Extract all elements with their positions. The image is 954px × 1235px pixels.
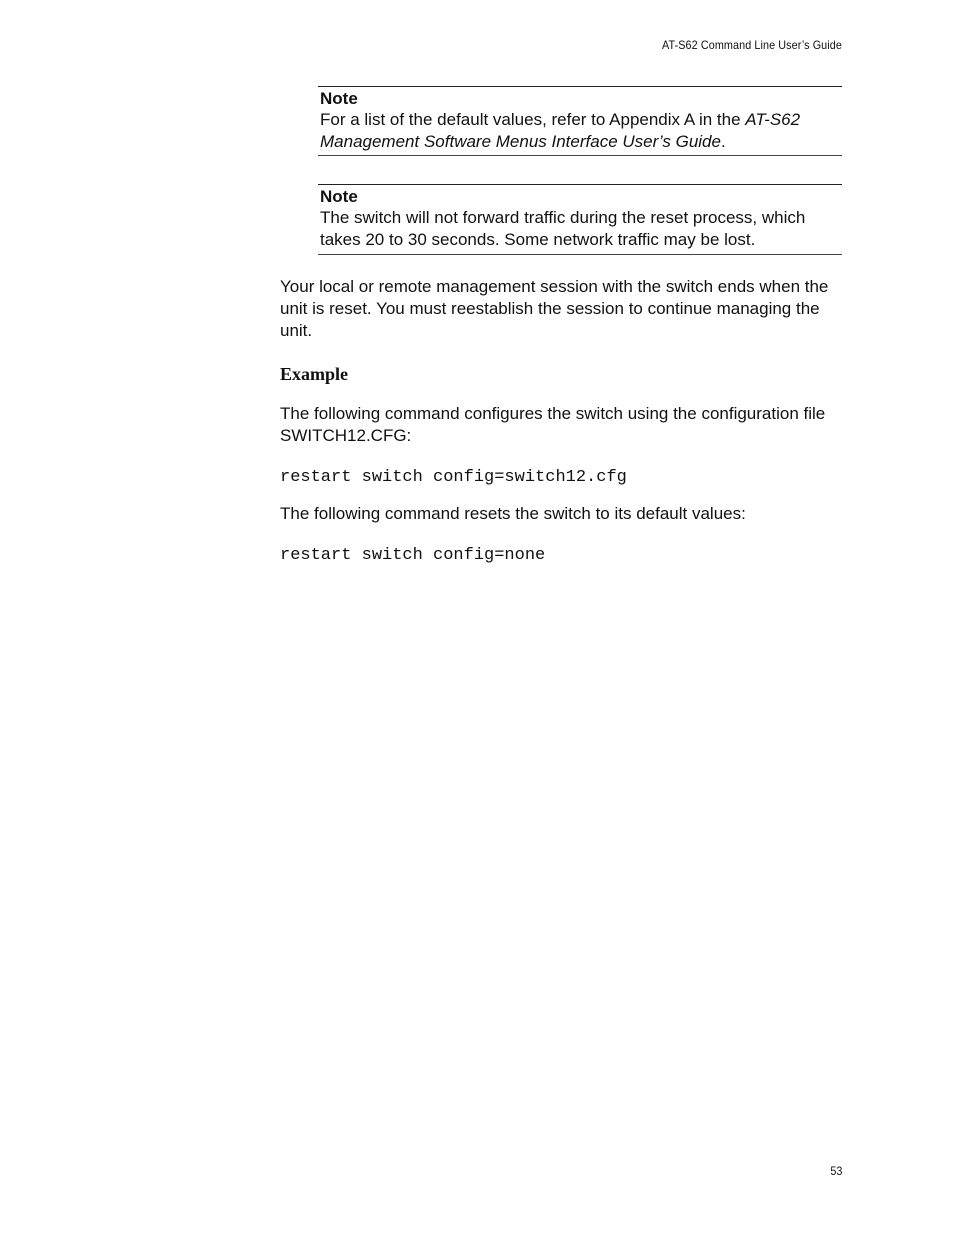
code-example-config-file: restart switch config=switch12.cfg: [280, 468, 627, 487]
paragraph-session-ends: Your local or remote management session with the switch ends when the unit is reset. You must reestablish the session to continue managing the unit.: [280, 277, 829, 340]
running-header: AT-S62 Command Line User’s Guide: [662, 38, 842, 52]
note-title: Note: [320, 89, 358, 108]
note-guide-title: AT-S62 Management Software Menus Interface User’s Guide: [320, 110, 801, 151]
note-text-end: .: [720, 132, 726, 151]
note-body: [320, 109, 840, 153]
note-text: For a list of the default values, refer to Appendix A in the: [320, 110, 746, 129]
paragraph-default-values: The following command resets the switch to its default values:: [280, 504, 746, 523]
note-box-reset-traffic: [318, 184, 842, 255]
paragraph-config-file: The following command configures the switch using the configuration file SWITCH12.CFG:: [280, 404, 826, 445]
note-body: The switch will not forward traffic during the reset process, which takes 20 to 30 seconds. Some network traffic may be lost.: [320, 208, 806, 249]
note-box-default-values: [318, 86, 842, 156]
code-example-config-none: restart switch config=none: [280, 546, 546, 565]
note-title: Note: [320, 187, 358, 206]
page-number: 53: [829, 1164, 842, 1178]
example-heading: Example: [280, 364, 349, 384]
